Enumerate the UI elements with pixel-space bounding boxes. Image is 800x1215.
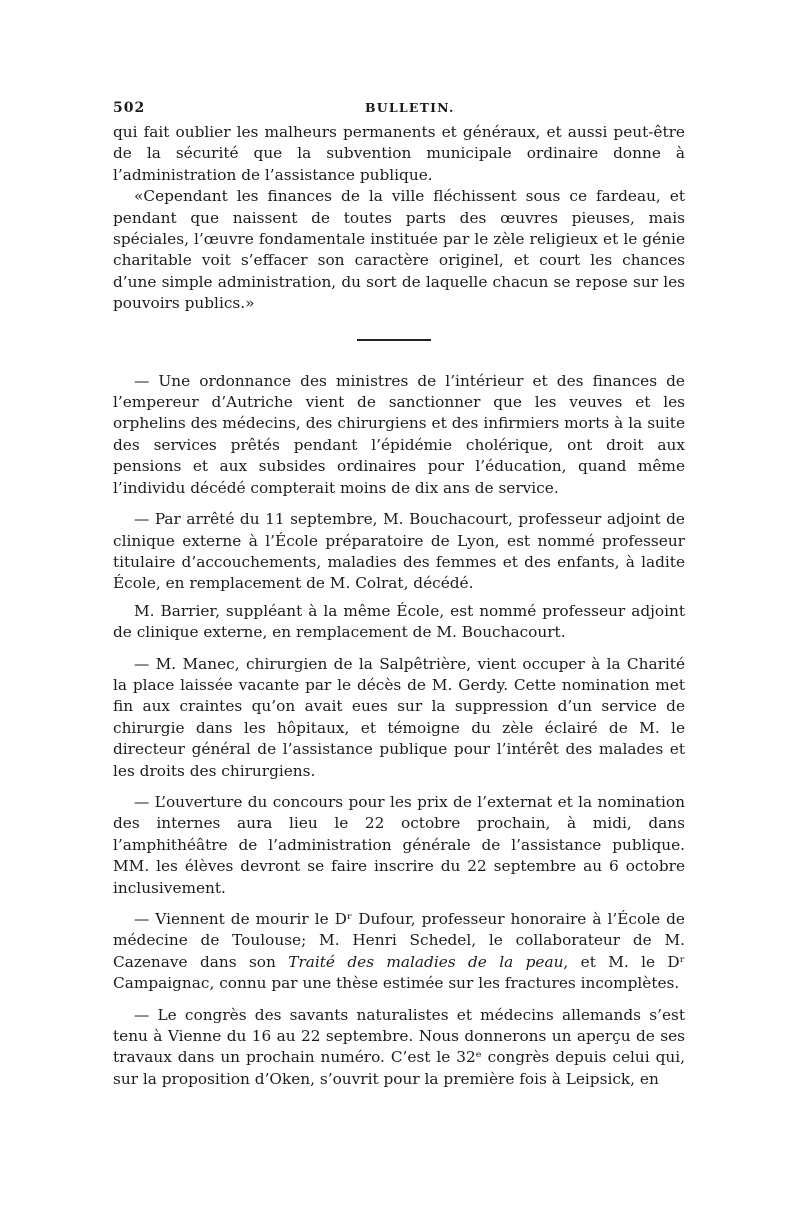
paragraph-continuation: qui fait oublier les malheurs permanents et généraux, et aussi peut-être de la sécurité que la subvention municipale ordinaire donne à l’administration de l’assistance publique. <box>113 123 685 184</box>
paragraph-congress-vienna: — Le congrès des savants naturalistes et médecins allemands s’est tenu à Vienne du 16 au 22 septembre. Nous donnerons un aperçu de ses travaux dans un prochain numéro. C’est le 32ᵉ congrès depuis celui qui, sur la proposition d’Oken, s’ouvrit pour la première fois à Leipsick, en <box>113 1005 685 1088</box>
treatise-title: Traité des maladies de la peau <box>288 952 564 971</box>
paragraph-barrier-appointment: M. Barrier, suppléant à la même École, est nommé professeur adjoint de clinique externe, en remplacement de M. Bouchacourt. <box>113 601 685 642</box>
paragraph-manec-charite: — M. Manec, chirurgien de la Salpêtrière, vient occuper à la Charité la place laissée vacante par le décès de M. Gerdy. Cette nomination met fin aux craintes qu’on avait eues sur la suppression d’un service de chirurgie dans les hôpitaux, et témoigne du zèle éclairé de M. le directeur général de l’assistance publique pour l’intérêt des malades et les droits des chirurgiens. <box>113 654 685 780</box>
page-header <box>113 96 685 122</box>
paragraph-internat-concours: — L’ouverture du concours pour les prix de l’externat et la nomination des internes aura lieu le 22 octobre prochain, à midi, dans l’amphithéâtre de l’administration générale de l’assistance publique. MM. les élèves devront se faire inscrire du 22 septembre au 6 octobre inclusivement. <box>113 792 685 897</box>
running-title: BULLETIN. <box>365 100 455 115</box>
document-page <box>113 96 685 1090</box>
paragraph-obituaries <box>113 909 685 995</box>
paragraph-quote: «Cependant les finances de la ville fléchissent sous ce fardeau, et pendant que naissent de toutes parts des œuvres pieuses, mais spéciales, l’œuvre fondamentale instituée par le zèle religieux et le génie charitable voit s’effacer son caractère originel, et court les chances d’une simple administration, du sort de laquelle chacun se repose sur les pouvoirs publics.» <box>113 187 685 313</box>
obituary-text-start: — Viennent de mourir le Dʳ Dufour, professeur honoraire à l’École de médecine de Toulouse; M. Henri Schedel, le collaborateur de M. Cazenave dans son <box>113 910 685 971</box>
page-number: 502 <box>113 100 146 116</box>
obituary-text-end: , et M. le Dʳ Campaignac, connu par une thèse estimée sur les fractures incomplètes. <box>113 952 686 993</box>
paragraph-bouchacourt-appointment: — Par arrêté du 11 septembre, M. Bouchacourt, professeur adjoint de clinique externe à l’École préparatoire de Lyon, est nommé professeur titulaire d’accouchements, maladies des femmes et des enfants, à ladite École, en remplacement de M. Colrat, décédé. <box>113 510 685 593</box>
section-divider <box>357 339 431 341</box>
paragraph-austria-ordinance: — Une ordonnance des ministres de l’intérieur et des finances de l’empereur d’Autriche vient de sanctionner que les veuves et les orphelins des médecins, des chirurgiens et des infirmiers morts à la suite des services prêtés pendant l’épidémie cholérique, ont droit aux pensions et aux subsides ordinaires pour l’éducation, quand même l’individu décédé compterait moins de dix ans de service. <box>113 371 685 497</box>
